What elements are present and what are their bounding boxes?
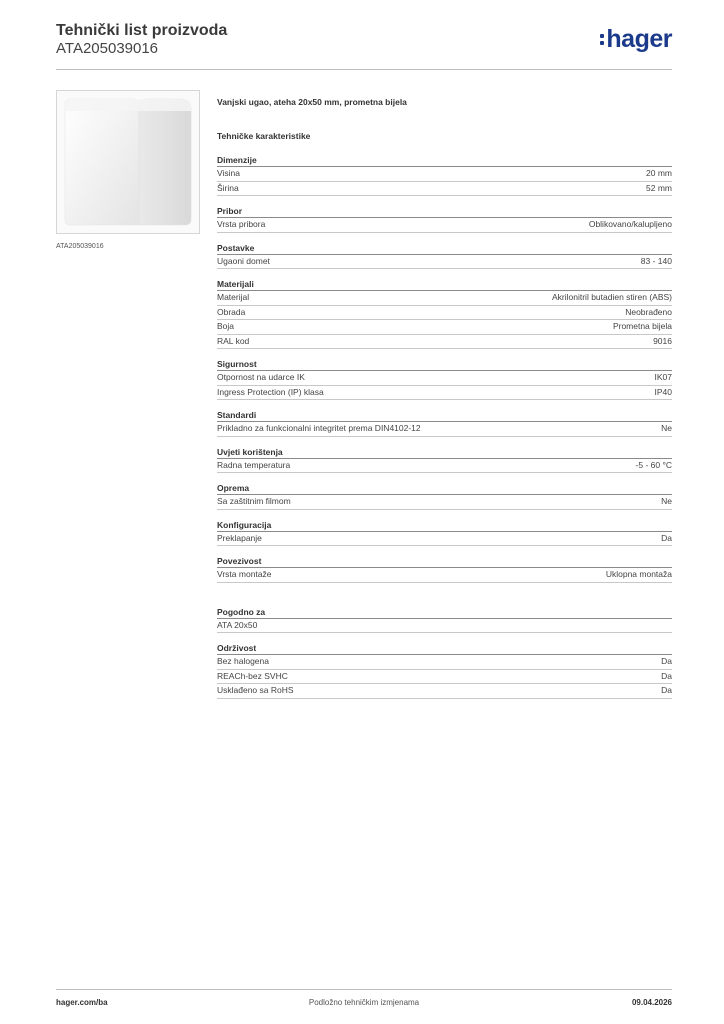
spec-label: Bez halogena bbox=[217, 656, 269, 666]
spec-label: Boja bbox=[217, 321, 235, 331]
spec-row bbox=[217, 670, 672, 685]
product-image bbox=[56, 90, 200, 234]
section-pribor bbox=[217, 206, 672, 233]
spec-label: Ugaoni domet bbox=[217, 255, 270, 266]
section-postavke bbox=[217, 243, 672, 270]
section-pogodno-za bbox=[217, 607, 672, 634]
spec-value: Oblikovano/kalupljeno bbox=[588, 219, 672, 229]
spec-row bbox=[217, 306, 672, 321]
spec-row bbox=[217, 335, 672, 350]
spec-label: Preklapanje bbox=[217, 532, 262, 543]
spec-label: Sa zaštitnim filmom bbox=[217, 496, 291, 506]
spec-label: Usklađeno sa RoHS bbox=[217, 685, 294, 695]
spec-row bbox=[217, 320, 672, 335]
tech-heading: Tehničke karakteristike bbox=[217, 131, 311, 141]
spec-value: 20 mm bbox=[646, 168, 672, 178]
section-uvjeti-koristenja bbox=[217, 447, 672, 474]
document-title: Tehnički list proizvoda bbox=[56, 22, 228, 39]
section-dimenzije bbox=[217, 155, 672, 196]
document-header bbox=[56, 20, 672, 70]
section-title: Standardi bbox=[217, 410, 672, 422]
product-name: Vanjski ugao, ateha 20x50 mm, prometna bijela bbox=[217, 97, 407, 107]
section-title: Materijali bbox=[217, 279, 672, 291]
section-sigurnost bbox=[217, 359, 672, 400]
product-code: ATA205039016 bbox=[56, 40, 159, 57]
spec-value: 83 - 140 bbox=[640, 255, 672, 266]
document-footer bbox=[56, 989, 672, 1011]
spec-label: RAL kod bbox=[217, 335, 250, 346]
spec-label: ATA 20x50 bbox=[217, 619, 258, 630]
spec-value: 9016 bbox=[653, 335, 672, 346]
spec-row bbox=[217, 495, 672, 510]
spec-row bbox=[217, 655, 672, 670]
spec-value: Da bbox=[661, 670, 672, 681]
spec-label: Materijal bbox=[217, 292, 250, 302]
spec-value: Da bbox=[661, 656, 672, 666]
spec-row bbox=[217, 619, 672, 634]
section-title: Pribor bbox=[217, 206, 672, 218]
section-title: Uvjeti korištenja bbox=[217, 447, 672, 459]
spec-row bbox=[217, 371, 672, 386]
spec-label: Ingress Protection (IP) klasa bbox=[217, 386, 324, 397]
logo-dots-icon bbox=[600, 34, 604, 45]
spec-value: Akrilonitril butadien stiren (ABS) bbox=[552, 292, 672, 302]
spec-row bbox=[217, 182, 672, 197]
spec-label: Vrsta montaže bbox=[217, 569, 272, 579]
hager-logo bbox=[600, 26, 672, 52]
logo-text: hager bbox=[606, 24, 672, 53]
spec-value: 52 mm bbox=[646, 182, 672, 193]
section-konfiguracija bbox=[217, 520, 672, 547]
spec-row bbox=[217, 167, 672, 182]
spec-value: -5 - 60 °C bbox=[635, 459, 672, 470]
section-materijali bbox=[217, 279, 672, 349]
spec-row bbox=[217, 459, 672, 474]
spec-content bbox=[217, 97, 672, 699]
section-title: Povezivost bbox=[217, 556, 672, 568]
section-title: Dimenzije bbox=[217, 155, 672, 167]
section-title: Konfiguracija bbox=[217, 520, 672, 532]
spec-row bbox=[217, 532, 672, 547]
spec-value: IP40 bbox=[654, 386, 672, 397]
section-povezivost bbox=[217, 556, 672, 583]
section-title: Postavke bbox=[217, 243, 672, 255]
spec-label: Širina bbox=[217, 182, 239, 193]
spec-label: Visina bbox=[217, 168, 240, 178]
section-title: Sigurnost bbox=[217, 359, 672, 371]
spec-label: REACh-bez SVHC bbox=[217, 670, 288, 681]
section-oprema bbox=[217, 483, 672, 510]
section-odrzivost bbox=[217, 643, 672, 699]
spec-label: Obrada bbox=[217, 306, 246, 317]
spec-value: Neobrađeno bbox=[625, 306, 672, 317]
footer-website: hager.com/ba bbox=[56, 998, 108, 1007]
spec-row bbox=[217, 684, 672, 699]
footer-notice: Podložno tehničkim izmjenama bbox=[308, 998, 420, 1007]
footer-date: 09.04.2026 bbox=[631, 998, 672, 1007]
spec-value: Da bbox=[661, 685, 672, 695]
corner-piece-icon bbox=[57, 91, 199, 233]
image-caption: ATA205039016 bbox=[56, 243, 104, 250]
section-standardi bbox=[217, 410, 672, 437]
spec-row bbox=[217, 422, 672, 437]
spec-value: Uklopna montaža bbox=[605, 569, 672, 579]
spec-value: Da bbox=[661, 532, 672, 543]
spec-row bbox=[217, 386, 672, 401]
spec-value: Ne bbox=[661, 496, 672, 506]
section-title: Oprema bbox=[217, 483, 672, 495]
spec-label: Vrsta pribora bbox=[217, 219, 266, 229]
spec-row bbox=[217, 291, 672, 306]
spec-label: Prikladno za funkcionalni integritet prema DIN4102-12 bbox=[217, 423, 421, 433]
spec-label: Radna temperatura bbox=[217, 459, 291, 470]
spec-row bbox=[217, 255, 672, 270]
spec-value: Ne bbox=[661, 423, 672, 433]
spec-row bbox=[217, 568, 672, 583]
spec-value: Prometna bijela bbox=[612, 321, 672, 331]
spec-label: Otpornost na udarce IK bbox=[217, 372, 305, 382]
spec-value: IK07 bbox=[654, 372, 672, 382]
spec-row bbox=[217, 218, 672, 233]
section-title: Održivost bbox=[217, 643, 672, 655]
section-title: Pogodno za bbox=[217, 607, 672, 619]
